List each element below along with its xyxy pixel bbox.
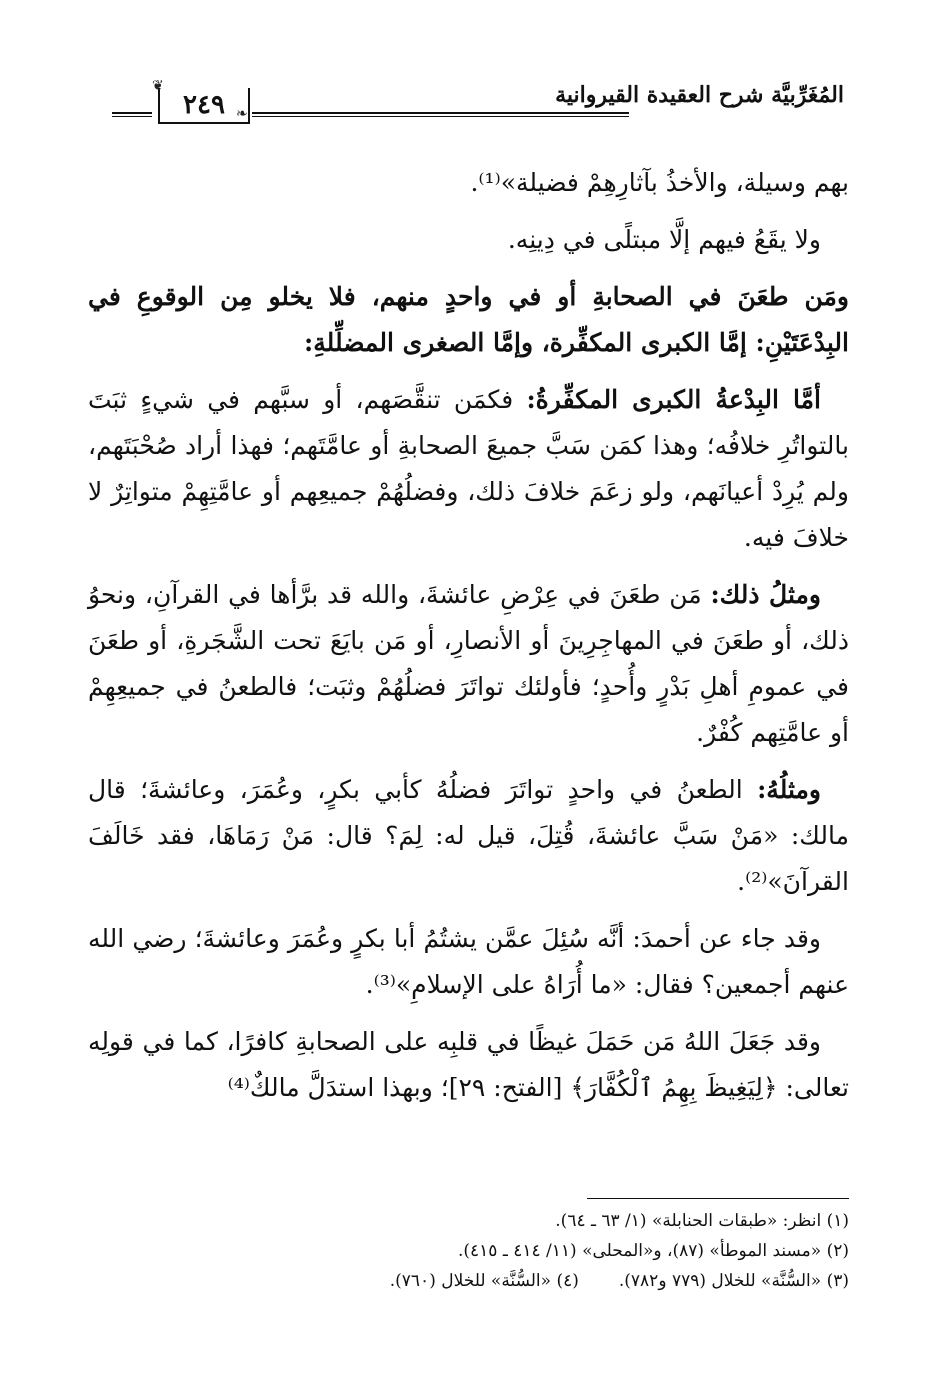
- book-title: المُغَرِّبيَّة شرح العقيدة القيروانية: [555, 82, 844, 108]
- lead-term: ومثلُهُ:: [757, 775, 821, 804]
- paragraph: ومثلُهُ: الطعنُ في واحدٍ تواتَرَ فضلُهُ كأبي بكرٍ، وعُمَرَ، وعائشةَ؛ قال مالك: «مَنْ سَبَّ عائشةَ، قُتِلَ، قيل له: لِمَ؟ قال: مَنْ رَمَاهَا، فقد خَالَفَ القرآنَ»⁽²⁾.: [88, 775, 849, 896]
- header-left-rule: [112, 112, 152, 114]
- lead-term: ومثلُ ذلك:: [710, 580, 821, 609]
- paragraph: بهم وسيلة، والأخذُ بآثارِهِمْ فضيلة»⁽¹⁾.: [470, 168, 849, 197]
- footnote-row: [88, 1266, 849, 1296]
- header-left-rule-thin: [112, 116, 152, 117]
- footnote-separator: [587, 1198, 849, 1199]
- header-rule: [252, 112, 629, 114]
- main-text: [88, 160, 849, 1122]
- footnote-4: (٤) «السُّنَّة» للخلال (٧٦٠).: [389, 1271, 579, 1291]
- paragraph: أمَّا البِدْعةُ الكبرى المكفِّرةُ: فكمَن تنقَّصَهم، أو سبَّهم في شيءٍ ثبَتَ بالتواتُرِ خلافُه؛ وهذا كمَن سَبَّ جميعَ الصحابةِ أو عامَّتَهم؛ فهذا أراد صُحْبَتَهم، ولم يُرِدْ أعيانَهم، ولو زعَمَ خلافَ ذلك، وفضلُهُمْ جميعِهم أو عامَّتِهِمْ متواتِرٌ لا خلافَ فيه.: [88, 385, 849, 552]
- paragraph-bold: ومَن طعَنَ في الصحابةِ أو في واحدٍ منهم، فلا يخلو مِن الوقوعِ في البِدْعَتَيْنِ: إمَّا الكبرى المكفِّرة، وإمَّا الصغرى المضلِّلةِ:: [88, 282, 849, 357]
- footnote-1: (١) انظر: «طبقات الحنابلة» (١/ ٦٣ ـ ٦٤).: [555, 1211, 849, 1231]
- page-number: ٢٤٩: [183, 90, 225, 120]
- footnote-3: (٣) «السُّنَّة» للخلال (٧٧٩ و٧٨٢).: [618, 1271, 849, 1291]
- paragraph: ومثلُ ذلك: مَن طعَنَ في عِرْضِ عائشةَ، والله قد برَّأها في القرآنِ، ونحوُ ذلك، أو طعَنَ في المهاجِرِينَ أو الأنصارِ، أو مَن بايَعَ تحت الشَّجَرةِ، أو طعَنَ في عمومِ أهلِ بَدْرٍ وأُحدٍ؛ فأولئك تواتَرَ فضلُهُمْ وثبَت؛ فالطعنُ في جميعِهِمْ أو عامَّتِهم كُفْرٌ.: [88, 580, 849, 747]
- footnotes: [88, 1206, 849, 1296]
- paragraph: ولا يقَعُ فيهم إلَّا مبتلًى في دِينِه.: [507, 225, 821, 254]
- header-rule-thin: [252, 116, 629, 117]
- footnote-2: (٢) «مسند الموطأ» (٨٧)، و«المحلى» (١١/ ٤١٤ ـ ٤١٥).: [457, 1241, 849, 1261]
- ornament-icon: ❦: [152, 78, 164, 94]
- paragraph: وقد جاء عن أحمدَ: أنَّه سُئِلَ عمَّن يشتُمُ أبا بكرٍ وعُمَرَ وعائشةَ؛ رضي الله عنهم أجمعين؟ فقال: «ما أُرَاهُ على الإسلامِ»⁽³⁾.: [88, 924, 849, 999]
- page-header: [112, 76, 844, 126]
- lead-term: أمَّا البِدْعةُ الكبرى المكفِّرةُ:: [526, 385, 821, 414]
- ornament-icon: ❧: [236, 106, 248, 122]
- paragraph: وقد جَعَلَ اللهُ مَن حَمَلَ غيظًا في قلبِه على الصحابةِ كافرًا، كما في قولِه تعالى: ﴿لِيَغِيظَ بِهِمُ ٱلْكُفَّارَ﴾ [الفتح: ٢٩]؛ وبهذا استدَلَّ مالكٌ⁽⁴⁾: [88, 1027, 849, 1102]
